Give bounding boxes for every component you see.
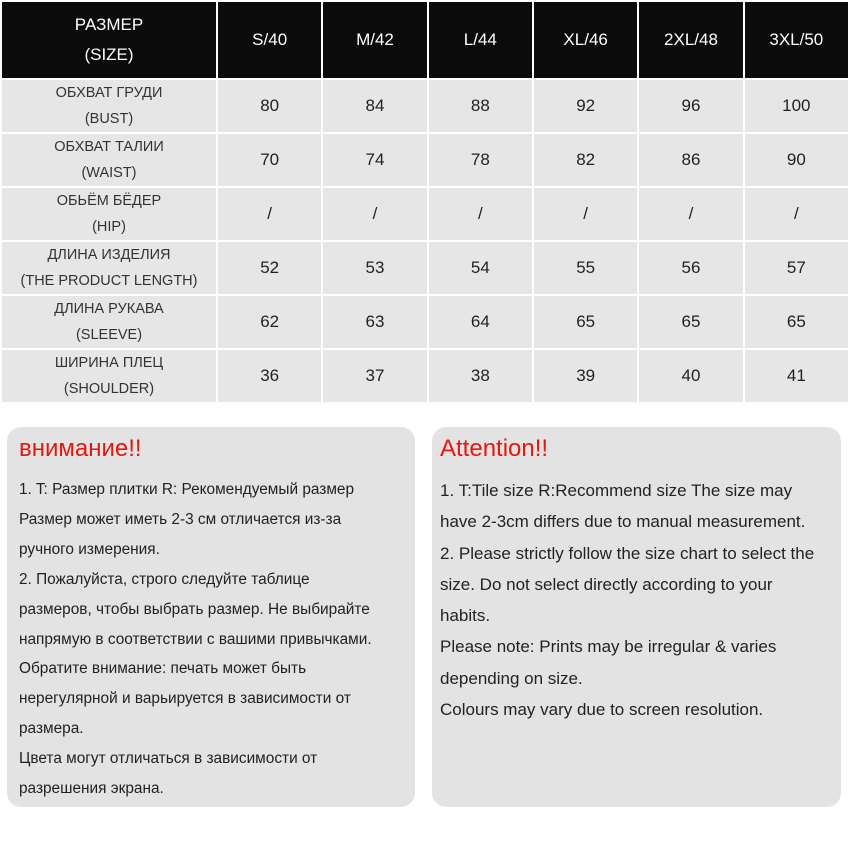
table-cell: 90 [745, 134, 848, 186]
table-cell: / [639, 188, 742, 240]
attention-line: habits. [440, 606, 491, 626]
attention-line: напрямую в соответствии с вашими привычками. [19, 630, 372, 648]
table-cell: 62 [218, 296, 321, 348]
row-label-en: (SHOULDER) [63, 381, 155, 397]
table-row [2, 80, 848, 132]
table-cell: / [218, 188, 321, 240]
row-label [2, 188, 216, 240]
row-label [2, 242, 216, 294]
table-cell: 38 [429, 350, 532, 402]
attention-line: 1. T:Tile size R:Recommend size The size may [440, 481, 793, 500]
row-label [2, 134, 216, 186]
table-cell: 65 [534, 296, 637, 348]
row-label-ru: ОБХВАТ ГРУДИ [55, 85, 163, 101]
table-row [2, 188, 848, 240]
attention-line: Размер может иметь 2-3 см отличается из-за [19, 510, 342, 528]
table-cell: 92 [534, 80, 637, 132]
table-cell: 41 [745, 350, 848, 402]
row-label [2, 80, 216, 132]
table-cell: 82 [534, 134, 637, 186]
size-header-cell: L/44 [429, 2, 532, 78]
row-label-ru: ОБХВАТ ТАЛИИ [54, 139, 164, 155]
table-cell: 74 [323, 134, 426, 186]
attention-line: 2. Пожалуйста, строго следуйте таблице [19, 570, 310, 588]
attention-line: нерегулярной и варьируется в зависимости от [19, 690, 351, 708]
row-label [2, 350, 216, 402]
attention-line: have 2-3cm differs due to manual measurement. [440, 512, 806, 532]
attention-line: размера. [19, 720, 84, 738]
table-cell: 84 [323, 80, 426, 132]
attention-line: depending on size. [440, 668, 583, 688]
table-cell: 57 [745, 242, 848, 294]
table-cell: 39 [534, 350, 637, 402]
attention-line: 1. T: Размер плитки R: Рекомендуемый размер [19, 481, 355, 498]
table-cell: 70 [218, 134, 321, 186]
row-label-ru: ДЛИНА РУКАВА [54, 301, 164, 317]
attention-line: Colours may vary due to screen resolution. [440, 700, 764, 720]
table-cell: / [323, 188, 426, 240]
attention-line: 2. Please strictly follow the size chart to select the [440, 543, 815, 563]
attention-line: Please note: Prints may be irregular & varies [440, 637, 777, 657]
size-header-label-ru: РАЗМЕР [74, 15, 144, 34]
table-cell: / [534, 188, 637, 240]
row-label-ru: ШИРИНА ПЛЕЦ [54, 355, 164, 371]
size-header-label [2, 2, 216, 78]
table-cell: 65 [745, 296, 848, 348]
table-cell: 96 [639, 80, 742, 132]
table-row [2, 296, 848, 348]
row-label-en: (SLEEVE) [75, 327, 143, 343]
table-cell: 86 [639, 134, 742, 186]
row-label-en: (BUST) [84, 111, 134, 127]
size-header-label-en: (SIZE) [84, 45, 134, 64]
attention-line: размеров, чтобы выбрать размер. Не выбирайте [19, 600, 370, 618]
table-cell: 100 [745, 80, 848, 132]
table-row [2, 350, 848, 402]
row-label [2, 296, 216, 348]
attention-line: Обратите внимание: печать может быть [19, 660, 307, 678]
size-header-cell: M/42 [323, 2, 426, 78]
attention-box-en [432, 427, 841, 807]
row-label-en: (HIP) [92, 219, 126, 235]
attention-line: разрешения экрана. [19, 780, 164, 798]
attention-line: Цвета могут отличаться в зависимости от [19, 750, 318, 768]
table-cell: 56 [639, 242, 742, 294]
attention-line: ручного измерения. [19, 540, 160, 558]
table-cell: 65 [639, 296, 742, 348]
table-row [2, 242, 848, 294]
table-cell: 53 [323, 242, 426, 294]
table-row [2, 134, 848, 186]
table-cell: 52 [218, 242, 321, 294]
table-cell: / [745, 188, 848, 240]
size-chart-table [0, 0, 850, 404]
size-header-cell: 3XL/50 [745, 2, 848, 78]
table-cell: 78 [429, 134, 532, 186]
attention-title-ru: внимание!! [19, 435, 142, 462]
table-cell: 55 [534, 242, 637, 294]
table-cell: 37 [323, 350, 426, 402]
table-cell: 80 [218, 80, 321, 132]
table-cell: 54 [429, 242, 532, 294]
attention-line: size. Do not select directly according to your [440, 574, 773, 594]
table-cell: 88 [429, 80, 532, 132]
row-label-ru: ОБЬЁМ БЁДЕР [56, 193, 162, 209]
table-cell: 63 [323, 296, 426, 348]
row-label-en: (THE PRODUCT LENGTH) [20, 273, 198, 289]
row-label-en: (WAIST) [81, 165, 137, 181]
size-header-cell: S/40 [218, 2, 321, 78]
attention-title-en: Attention!! [440, 435, 549, 462]
size-header-row [2, 2, 848, 78]
size-header-cell: XL/46 [534, 2, 637, 78]
attention-box-ru [7, 427, 415, 807]
table-cell: 40 [639, 350, 742, 402]
table-cell: 64 [429, 296, 532, 348]
size-header-cell: 2XL/48 [639, 2, 742, 78]
table-cell: 36 [218, 350, 321, 402]
table-cell: / [429, 188, 532, 240]
row-label-ru: ДЛИНА ИЗДЕЛИЯ [47, 247, 171, 263]
